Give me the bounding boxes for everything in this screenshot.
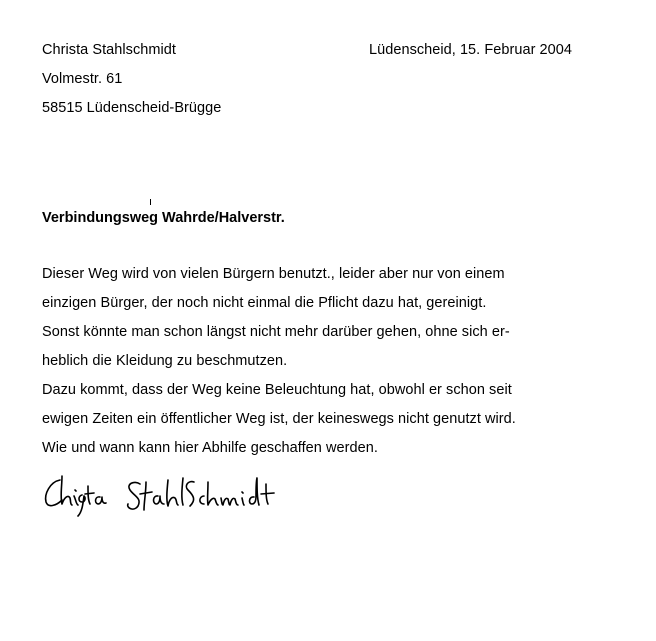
body-line: Dieser Weg wird von vielen Bürgern benutzt., leider aber nur von einem [42,266,505,282]
sender-street: Volmestr. 61 [42,71,123,87]
scan-mark [150,199,151,205]
body-line: Wie und wann kann hier Abhilfe geschaffen werden. [42,440,378,456]
subject-line: Verbindungsweg Wahrde/Halverstr. [42,210,285,226]
sender-city: 58515 Lüdenscheid-Brügge [42,100,222,116]
sender-name: Christa Stahlschmidt [42,42,176,58]
handwritten-signature [38,470,298,520]
body-line: heblich die Kleidung zu beschmutzen. [42,353,288,369]
place-date: Lüdenscheid, 15. Februar 2004 [369,42,572,58]
body-line: einzigen Bürger, der noch nicht einmal die Pflicht dazu hat, gereinigt. [42,295,487,311]
body-line: Sonst könnte man schon längst nicht mehr darüber gehen, ohne sich er- [42,324,510,340]
body-line: ewigen Zeiten ein öffentlicher Weg ist, der keineswegs nicht genutzt wird. [42,411,516,427]
body-line: Dazu kommt, dass der Weg keine Beleuchtung hat, obwohl er schon seit [42,382,512,398]
